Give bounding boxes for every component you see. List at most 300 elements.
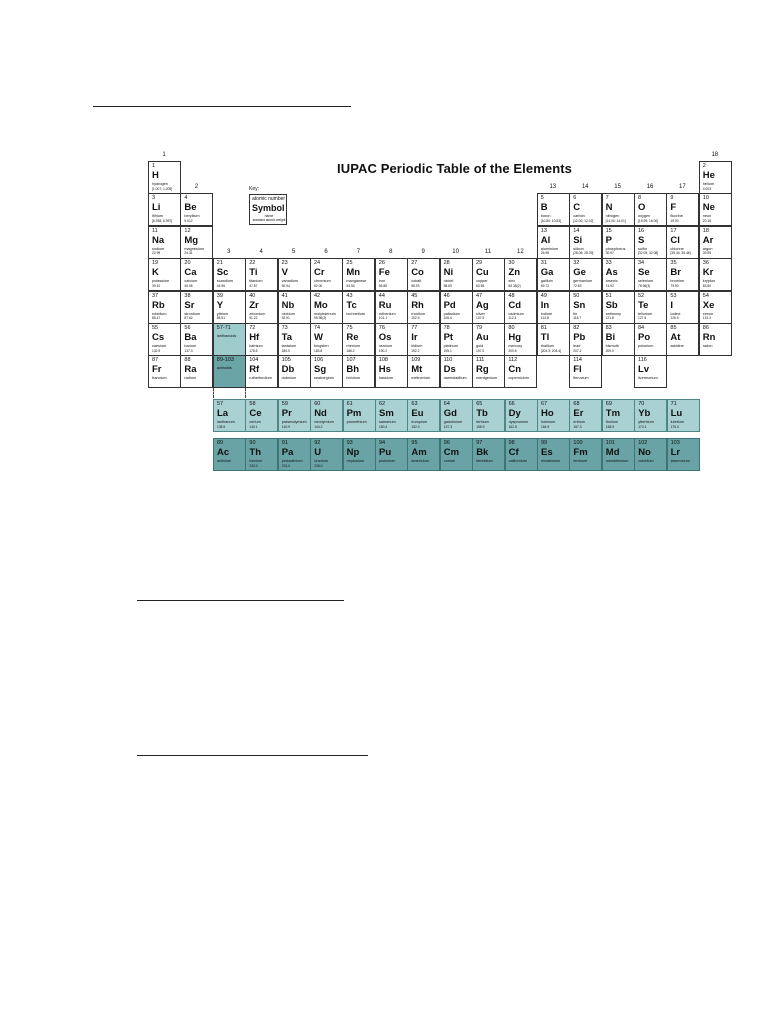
element-weight: 63.55	[476, 283, 485, 288]
element-symbol: Pb	[573, 332, 586, 343]
element-number: 107	[346, 357, 356, 364]
element-symbol: Th	[249, 447, 261, 458]
element-cell-hg	[504, 323, 537, 356]
element-number: 108	[378, 357, 388, 364]
element-number: 55	[152, 325, 159, 331]
element-symbol: La	[217, 408, 229, 419]
element-name: boron	[540, 214, 551, 219]
element-name: palladium	[443, 311, 460, 316]
element-name: lead	[573, 344, 581, 348]
element-weight: 78.96(3)	[638, 283, 651, 288]
actinoid-cell-ac	[213, 438, 246, 471]
element-name: seaborgium	[314, 376, 334, 381]
element-cell-ra	[180, 355, 213, 388]
element-number: 23	[281, 260, 288, 267]
element-number: 21	[216, 260, 223, 267]
element-number: 77	[411, 325, 418, 331]
element-name: thulium	[605, 420, 619, 424]
element-cell-te	[634, 291, 667, 324]
element-cell-i	[666, 291, 699, 324]
group-number-13: 13	[549, 184, 557, 191]
element-weight: 26.98	[540, 251, 550, 256]
element-weight: 79.90	[670, 283, 679, 288]
element-number: 13	[540, 227, 547, 234]
actinoid-cell-am	[407, 438, 440, 471]
element-symbol: Fe	[378, 267, 390, 279]
element-number: 42	[314, 292, 321, 299]
element-name: lawrencium	[670, 459, 690, 463]
element-name: tellurium	[638, 311, 653, 316]
element-number: 96	[443, 440, 450, 446]
element-weight: 92.91	[281, 316, 290, 321]
element-cell-pd	[440, 291, 473, 324]
element-number: 52	[638, 292, 645, 299]
element-number: 46	[443, 292, 450, 299]
element-number: 63	[411, 401, 418, 407]
element-name: lutetium	[670, 420, 684, 424]
element-name: xenon	[702, 311, 714, 316]
element-weight: 20.18	[702, 218, 712, 223]
element-cell-rn	[699, 323, 732, 356]
element-name: francium	[152, 376, 167, 381]
element-symbol: Bh	[346, 364, 360, 376]
element-symbol: Cd	[508, 299, 522, 311]
element-number: 78	[443, 325, 450, 331]
element-weight: 30.97	[605, 251, 614, 256]
element-name: iron	[378, 279, 386, 284]
element-number: 76	[378, 325, 385, 331]
element-cell-h	[148, 161, 181, 194]
lanthanoid-cell-er	[569, 399, 602, 432]
element-cell-sg	[310, 355, 343, 388]
element-weight: 167.3	[573, 424, 582, 429]
element-name: osmium	[378, 344, 393, 348]
element-symbol: Ir	[411, 332, 418, 343]
element-cell-ag	[472, 291, 505, 324]
element-symbol: Bk	[476, 447, 489, 458]
element-weight: 54.94	[346, 283, 355, 288]
element-symbol: Ca	[184, 267, 197, 279]
actinoid-cell-np	[343, 438, 376, 471]
element-cell-ru	[375, 291, 408, 324]
element-weight: 158.9	[476, 424, 485, 429]
element-symbol: Ds	[443, 364, 456, 376]
element-symbol: Au	[476, 332, 489, 343]
element-cell-sn	[569, 291, 602, 324]
element-name: potassium	[152, 279, 170, 284]
element-symbol: Ar	[702, 234, 714, 246]
lanthanoid-cell-tm	[602, 399, 635, 432]
element-number: 58	[249, 401, 256, 407]
element-number: 105	[281, 357, 291, 364]
element-weight: [32.05; 32.08]	[638, 251, 659, 256]
element-cell-fe	[375, 258, 408, 291]
element-symbol: Cs	[152, 332, 165, 343]
element-name: strontium	[184, 311, 201, 316]
element-symbol: Lv	[638, 364, 650, 376]
element-number: 71	[670, 401, 677, 407]
element-name: lanthanum	[217, 420, 235, 424]
element-symbol: Db	[281, 364, 295, 376]
element-symbol: Cn	[508, 364, 522, 376]
element-name: rhodium	[411, 311, 425, 316]
element-weight: 118.7	[573, 316, 582, 321]
element-name: zinc	[508, 279, 516, 284]
element-cell-ds	[440, 355, 473, 388]
element-symbol: Sb	[605, 299, 618, 311]
element-number: 74	[314, 325, 321, 331]
element-name: uranium	[314, 459, 328, 463]
element-cell-o	[634, 193, 667, 226]
element-name: radon	[702, 344, 713, 348]
element-weight: 195.1	[443, 348, 452, 353]
element-cell-fl	[569, 355, 602, 388]
element-weight: 88.91	[216, 316, 226, 321]
element-name: caesium	[152, 344, 167, 348]
element-name: holmium	[541, 420, 556, 424]
element-symbol: Mo	[314, 299, 328, 311]
element-number: 70	[638, 401, 645, 407]
element-name: helium	[702, 182, 714, 186]
element-name: nobelium	[638, 459, 654, 463]
element-name: iridium	[411, 344, 423, 348]
element-number: 9	[670, 195, 674, 202]
element-cell-s	[634, 226, 667, 259]
element-number: 30	[508, 260, 515, 267]
element-number: 51	[605, 292, 612, 299]
element-symbol: Ge	[573, 267, 586, 279]
element-number: 101	[605, 440, 615, 446]
element-number: 6	[573, 195, 577, 202]
element-weight: [204.3; 204.4]	[540, 348, 561, 353]
element-weight: 40.08	[184, 283, 193, 288]
element-weight: 238.0	[314, 463, 323, 468]
element-name: technetium	[346, 311, 365, 316]
element-name: actinoids	[216, 366, 232, 371]
element-name: beryllium	[184, 214, 200, 219]
element-number: 59	[281, 401, 288, 407]
element-number: 32	[573, 260, 580, 267]
element-number: 33	[605, 260, 612, 267]
element-number: 35	[670, 260, 677, 267]
lanthanoid-cell-eu	[407, 399, 440, 432]
element-weight: 137.3	[184, 348, 193, 353]
element-cell-he	[699, 161, 732, 194]
element-number: 40	[249, 292, 256, 299]
element-symbol: Dy	[508, 408, 521, 419]
element-number: 103	[670, 440, 680, 446]
element-name: niobium	[281, 311, 295, 316]
element-symbol: In	[540, 299, 550, 311]
actinoid-cell-lr	[667, 438, 700, 471]
element-number: 67	[541, 401, 548, 407]
element-symbol: Tb	[476, 408, 488, 419]
element-cell-k	[148, 258, 181, 291]
element-cell-ta	[278, 323, 311, 356]
element-number: 49	[540, 292, 547, 299]
element-weight: [35.44; 35.46]	[670, 251, 691, 256]
element-name: germanium	[573, 279, 593, 284]
element-symbol: Ho	[541, 408, 554, 419]
element-number: 81	[540, 325, 547, 331]
element-name: dubnium	[281, 376, 297, 381]
actinoid-cell-u	[310, 438, 343, 471]
element-symbol: Si	[573, 234, 583, 246]
element-symbol: Fr	[152, 364, 162, 376]
element-number: 26	[378, 260, 385, 267]
element-cell-ni	[440, 258, 473, 291]
element-cell-bh	[342, 355, 375, 388]
element-cell-re	[342, 323, 375, 356]
element-number: 66	[508, 401, 515, 407]
element-symbol: Mg	[184, 234, 199, 246]
element-name: carbon	[573, 214, 585, 219]
element-number: 37	[152, 292, 159, 299]
element-number: 85	[670, 325, 677, 331]
element-name: polonium	[638, 344, 654, 348]
element-cell-zn	[504, 258, 537, 291]
element-weight: 22.99	[152, 251, 161, 256]
element-symbol: Pm	[346, 408, 362, 419]
lanthanoid-cell-tb	[472, 399, 505, 432]
element-symbol: Ne	[702, 202, 715, 214]
element-symbol: Cf	[508, 447, 519, 458]
element-weight: 152.0	[411, 424, 420, 429]
element-number: 60	[314, 401, 321, 407]
element-symbol: Eu	[411, 408, 424, 419]
element-name: silicon	[573, 246, 584, 251]
element-name: chromium	[314, 279, 331, 284]
element-cell-al	[537, 226, 570, 259]
actinoid-cell-bk	[472, 438, 505, 471]
element-name: darmstadtium	[443, 376, 467, 381]
element-number: 43	[346, 292, 353, 299]
element-name: promethium	[346, 420, 367, 424]
element-weight: 138.9	[217, 424, 226, 429]
element-weight: 69.72	[540, 283, 550, 288]
element-number: 80	[508, 325, 515, 331]
element-symbol: B	[540, 202, 548, 214]
element-symbol: K	[152, 267, 159, 279]
element-name: cadmium	[508, 311, 524, 316]
element-weight: 112.4	[508, 316, 517, 321]
element-number: 83	[605, 325, 612, 331]
element-weight: 55.85	[378, 283, 388, 288]
element-name: praseodymium	[281, 420, 307, 424]
element-weight: 121.8	[605, 316, 614, 321]
element-name: silver	[476, 311, 485, 316]
element-cell-db	[278, 355, 311, 388]
element-number: 65	[476, 401, 483, 407]
element-cell-be	[180, 193, 213, 226]
element-weight: 200.6	[508, 348, 517, 353]
element-number: 100	[573, 440, 583, 446]
group-number-1: 1	[162, 152, 166, 158]
element-cell-f	[666, 193, 699, 226]
element-symbol: V	[281, 267, 288, 279]
element-symbol: Ce	[249, 408, 262, 419]
element-symbol: Re	[346, 332, 359, 343]
element-number: 89-103	[216, 357, 234, 364]
element-number: 64	[443, 401, 450, 407]
element-cell-ti	[245, 258, 278, 291]
element-number: 39	[216, 292, 223, 299]
element-name: protactinium	[281, 459, 303, 463]
element-symbol: Hs	[378, 364, 391, 376]
element-number: 82	[573, 325, 580, 331]
element-cell-cd	[504, 291, 537, 324]
element-name: barium	[184, 344, 196, 348]
element-number: 45	[411, 292, 418, 299]
element-symbol: Rh	[411, 299, 424, 311]
element-symbol: At	[670, 332, 681, 343]
lanthanoid-cell-dy	[505, 399, 538, 432]
element-symbol: Rb	[152, 299, 165, 311]
element-symbol: Be	[184, 202, 197, 214]
element-number: 4	[184, 195, 188, 202]
element-symbol: As	[605, 267, 618, 279]
element-weight: 150.4	[379, 424, 388, 429]
element-number: 47	[476, 292, 483, 299]
element-number: 112	[508, 357, 518, 364]
lanthanoid-cell-yb	[634, 399, 667, 432]
element-symbol: Pu	[379, 447, 392, 458]
element-number: 116	[638, 357, 647, 364]
element-name: zirconium	[249, 311, 266, 316]
element-symbol: Ti	[249, 267, 258, 279]
element-number: 89	[217, 440, 224, 446]
element-symbol: Sc	[216, 267, 229, 279]
element-symbol: Al	[540, 234, 551, 246]
element-number: 72	[249, 325, 256, 331]
element-number: 87	[152, 357, 159, 364]
element-name: mendelevium	[605, 459, 629, 463]
element-name: livermorium	[638, 376, 658, 381]
element-name: tungsten	[314, 344, 329, 348]
element-symbol: Po	[638, 332, 651, 343]
element-number: 50	[573, 292, 580, 299]
element-weight: 144.2	[314, 424, 323, 429]
element-symbol: Kr	[702, 267, 714, 279]
element-weight: 39.95	[702, 251, 712, 256]
element-symbol: Hg	[508, 332, 522, 343]
element-number: 12	[184, 227, 191, 234]
element-weight: 39.10	[152, 283, 161, 288]
element-symbol: Sr	[184, 299, 195, 311]
actinoid-cell-es	[537, 438, 570, 471]
element-symbol: U	[314, 447, 322, 458]
element-symbol: P	[605, 234, 612, 246]
element-number: 61	[346, 401, 353, 407]
element-number: 10	[702, 195, 709, 202]
element-name: rhenium	[346, 344, 361, 348]
element-number: 91	[281, 440, 288, 446]
element-name: neodymium	[314, 420, 334, 424]
element-cell-sr	[180, 291, 213, 324]
group-number-17: 17	[679, 184, 686, 191]
element-number: 109	[411, 357, 421, 364]
lanthanoid-cell-nd	[310, 399, 343, 432]
element-number: 98	[508, 440, 515, 446]
element-name: bismuth	[605, 344, 619, 348]
element-weight: 74.92	[605, 283, 614, 288]
element-symbol: Co	[411, 267, 424, 279]
key-weight: standard atomic weight	[252, 218, 286, 222]
element-symbol: C	[573, 202, 581, 214]
element-name: rubidium	[152, 311, 167, 316]
element-symbol: I	[670, 299, 674, 311]
element-name: vanadium	[281, 279, 299, 284]
element-cell-mn	[342, 258, 375, 291]
actinoid-cell-cf	[505, 438, 538, 471]
element-weight: 58.93	[411, 283, 420, 288]
element-symbol: Pt	[443, 332, 454, 343]
lanthanoid-cell-la	[213, 399, 246, 432]
element-name: nitrogen	[605, 214, 620, 219]
element-weight: 101.1	[378, 316, 388, 321]
element-name: cobalt	[411, 279, 422, 284]
element-name: flerovium	[573, 376, 589, 381]
element-number: 36	[702, 260, 709, 267]
key-legend-box	[249, 194, 287, 225]
element-name: aluminium	[540, 246, 559, 251]
element-symbol: Fl	[573, 364, 582, 376]
group-number-6: 6	[324, 249, 328, 256]
element-name: lithium	[152, 214, 163, 219]
element-weight: 168.9	[605, 424, 615, 429]
element-name: gadolinium	[443, 420, 463, 424]
element-cell-as	[602, 258, 635, 291]
element-number: 27	[411, 260, 418, 267]
element-name: ytterbium	[638, 420, 654, 424]
element-number: 84	[638, 325, 645, 331]
element-weight: 95.96(2)	[314, 316, 327, 321]
actinoid-cell-fm	[569, 438, 602, 471]
element-cell-br	[666, 258, 699, 291]
element-weight: 47.87	[249, 283, 258, 288]
element-name: krypton	[702, 279, 716, 284]
element-weight: 107.9	[476, 316, 485, 321]
key-atomic-number: atomic number	[252, 196, 286, 202]
element-symbol: Np	[346, 447, 360, 458]
element-symbol: Gd	[443, 408, 457, 419]
element-cell-mg	[180, 226, 213, 259]
element-name: hydrogen	[152, 182, 168, 186]
element-name: argon	[702, 246, 713, 251]
element-number: 62	[379, 401, 386, 407]
element-symbol: Pd	[443, 299, 456, 311]
group-number-2: 2	[194, 184, 199, 191]
element-number: 68	[573, 401, 580, 407]
element-weight: 197.0	[476, 348, 485, 353]
group-number-12: 12	[517, 249, 524, 256]
element-weight: 190.2	[378, 348, 388, 353]
element-number: 69	[605, 401, 612, 407]
element-weight: [12.00; 12.02]	[573, 218, 594, 223]
element-number: 16	[638, 227, 645, 234]
element-weight: 106.4	[443, 316, 452, 321]
lanthanoid-cell-pm	[343, 399, 376, 432]
element-weight: 102.9	[411, 316, 420, 321]
element-weight: 44.96	[216, 283, 226, 288]
element-name: fermium	[573, 459, 588, 463]
element-symbol: Nb	[281, 299, 295, 311]
element-name: sulfur	[638, 246, 648, 251]
element-number: 8	[638, 195, 642, 202]
element-symbol: Zr	[249, 299, 259, 311]
element-cell-b	[537, 193, 570, 226]
element-number: 34	[638, 260, 645, 267]
